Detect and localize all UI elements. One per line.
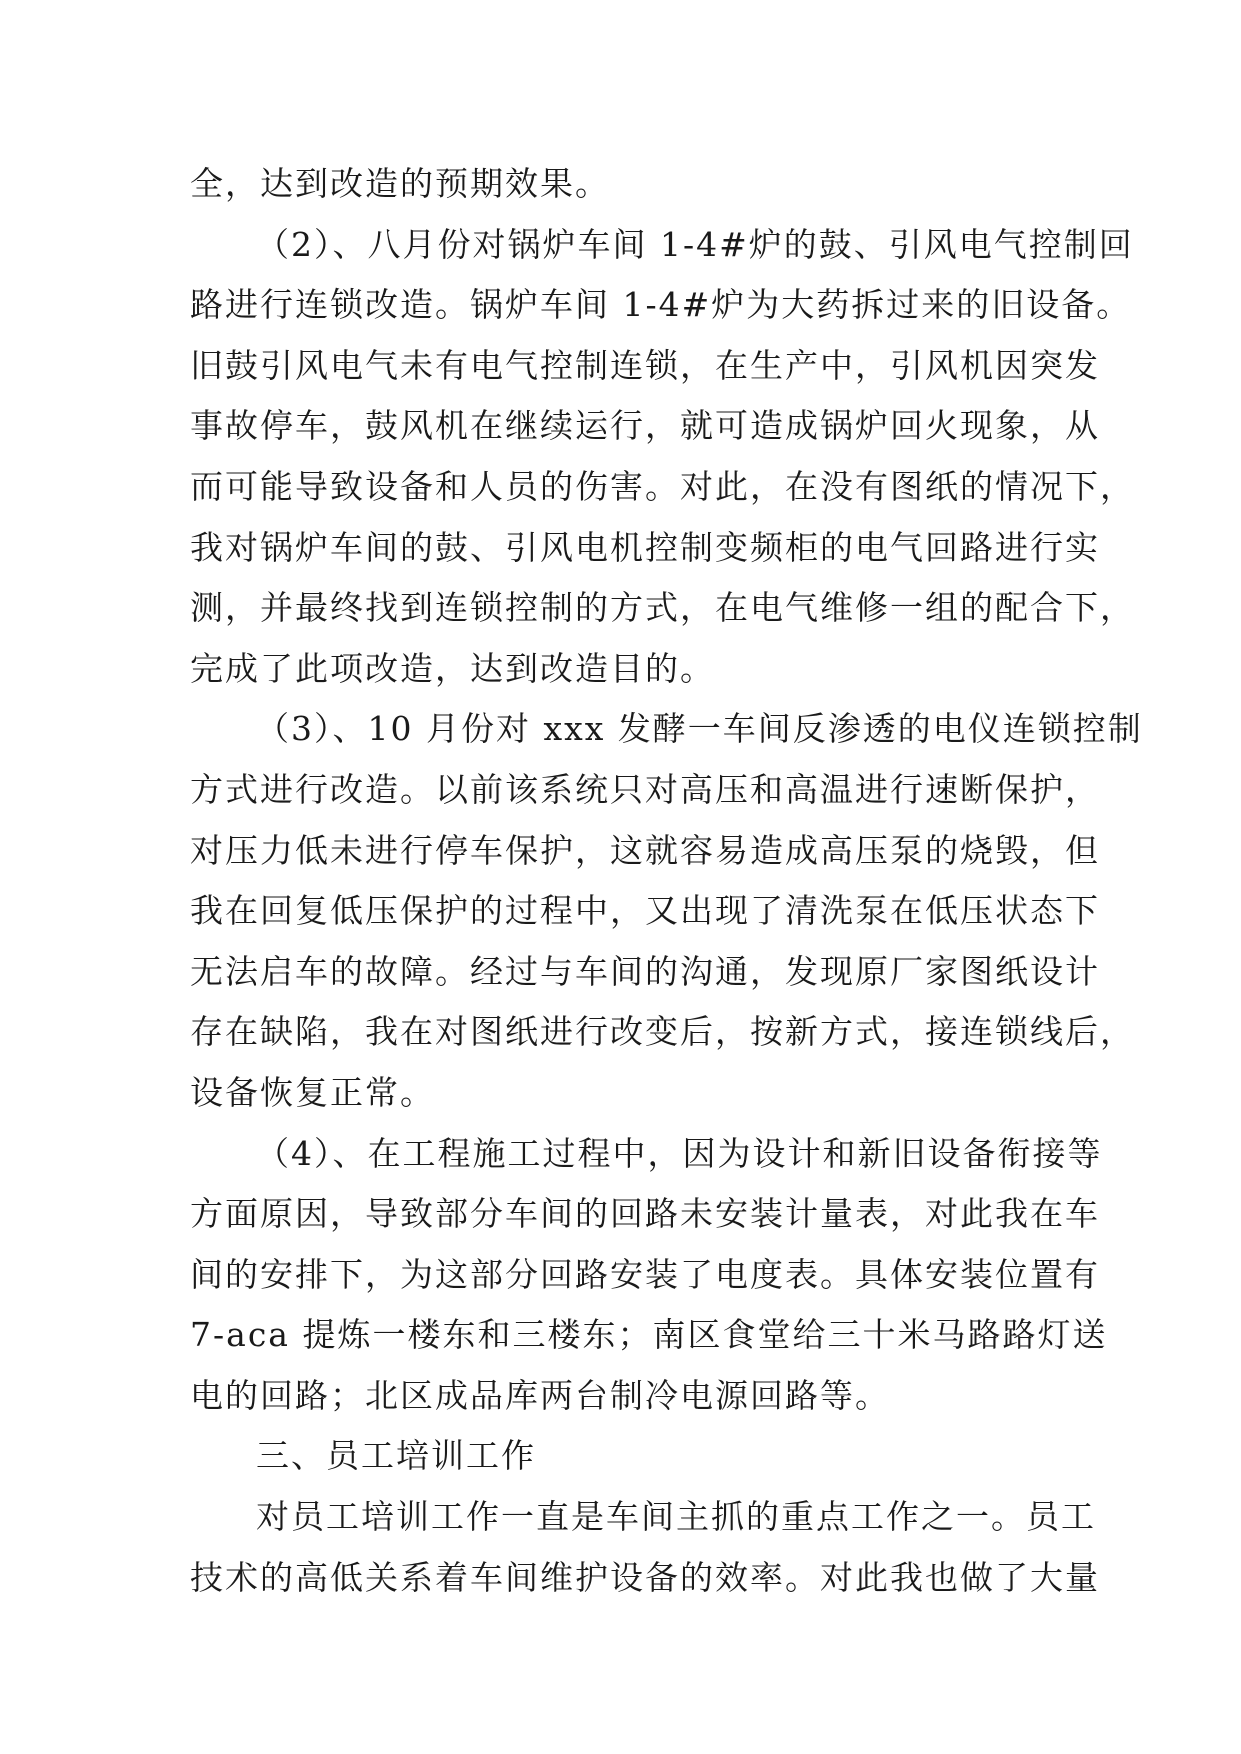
text-line: 而可能导致设备和人员的伤害。对此，在没有图纸的情况下， (190, 466, 1135, 506)
text-line: 对员工培训工作一直是车间主抓的重点工作之一。员工 (256, 1497, 1096, 1537)
text-line: 无法启车的故障。经过与车间的沟通，发现原厂家图纸设计 (190, 951, 1100, 991)
text-line: 三、员工培训工作 (256, 1436, 536, 1476)
document-body (190, 154, 1143, 1608)
text-line: 路进行连锁改造。锅炉车间 1-4#炉为大药拆过来的旧设备。 (190, 285, 1132, 325)
text-line: 我在回复低压保护的过程中，又出现了清洗泵在低压状态下 (190, 891, 1100, 931)
text-line: （2）、八月份对锅炉车间 1-4#炉的鼓、引风电气控制回 (256, 224, 1134, 264)
text-line: 我对锅炉车间的鼓、引风电机控制变频柜的电气回路进行实 (190, 527, 1100, 567)
text-line: 测，并最终找到连锁控制的方式，在电气维修一组的配合下， (190, 588, 1135, 628)
text-line: 方面原因，导致部分车间的回路未安装计量表，对此我在车 (190, 1194, 1100, 1234)
text-line: 设备恢复正常。 (190, 1072, 435, 1112)
text-line: 事故停车，鼓风机在继续运行，就可造成锅炉回火现象，从 (190, 406, 1100, 446)
text-line: （4）、在工程施工过程中，因为设计和新旧设备衔接等 (256, 1133, 1103, 1173)
text-line: 方式进行改造。以前该系统只对高压和高温进行速断保护， (190, 769, 1100, 809)
text-line: 电的回路；北区成品库两台制冷电源回路等。 (190, 1375, 890, 1415)
text-line: 旧鼓引风电气未有电气控制连锁，在生产中，引风机因突发 (190, 345, 1100, 385)
text-line: （3）、10 月份对 xxx 发酵一车间反渗透的电仪连锁控制 (256, 709, 1143, 749)
text-line: 全，达到改造的预期效果。 (190, 164, 610, 203)
text-line: 间的安排下，为这部分回路安装了电度表。具体安装位置有 (190, 1254, 1100, 1294)
text-line: 对压力低未进行停车保护，这就容易造成高压泵的烧毁，但 (190, 830, 1100, 870)
text-line: 完成了此项改造，达到改造目的。 (190, 648, 715, 688)
text-line: 技术的高低关系着车间维护设备的效率。对此我也做了大量 (190, 1557, 1100, 1597)
text-line: 存在缺陷，我在对图纸进行改变后，按新方式，接连锁线后， (190, 1012, 1135, 1052)
text-line: 7-aca 提炼一楼东和三楼东；南区食堂给三十米马路路灯送 (190, 1315, 1108, 1355)
